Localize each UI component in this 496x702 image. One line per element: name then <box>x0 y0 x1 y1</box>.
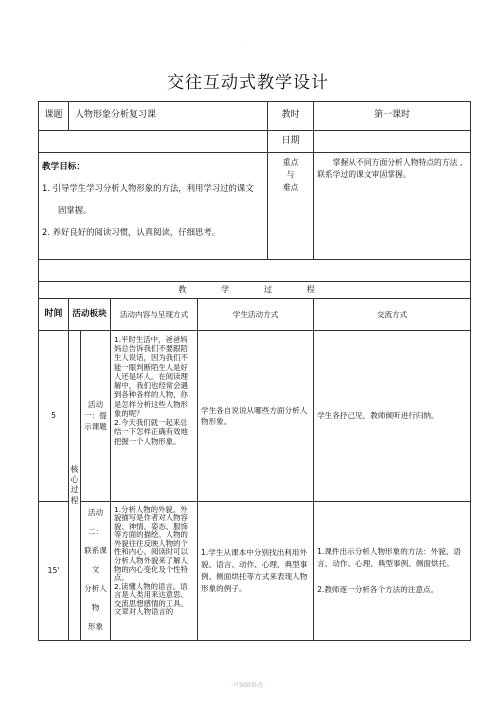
activity-row-1 <box>39 330 471 501</box>
row1-exchange: 学生各抒己见，教师倾听进行归纳。 <box>314 330 471 501</box>
row2-exchange <box>314 501 471 640</box>
row2-content-2: 2.读懂人物的语言。语言是人类用来达意思、交流思想感情的工具。文章对人物语言的 <box>114 581 188 617</box>
blank-strip <box>39 260 471 282</box>
teaching-goals <box>39 153 268 260</box>
row1-activity: 活动一：提示课题 <box>81 330 111 501</box>
col-time: 时间 <box>39 298 69 330</box>
topic-value: 人物形象分析复习课 <box>69 102 268 131</box>
goal-item-1-cont: 固掌握。 <box>58 205 92 216</box>
topic-blank <box>39 131 268 153</box>
row2-content <box>111 501 198 640</box>
page-title: 交往互动式教学设计 <box>167 73 329 93</box>
row1-content <box>111 330 198 501</box>
row2-activity-a: 活动二： <box>87 508 104 537</box>
column-header-row <box>39 298 471 330</box>
key-points-label <box>268 153 314 260</box>
row2-student: 1.学生从课本中分别找出利用外貌、语言、动作、心理、典型事例、侧面烘托等方式来表现人物形象的例子。 <box>198 501 314 640</box>
lesson-plan-table <box>38 101 471 641</box>
row1-content-2: 2.今天我们就一起来总结一下怎样正确有效地把握一个人物形象。 <box>114 418 188 446</box>
goals-heading: 教学目标： <box>42 162 85 172</box>
activity-row-2 <box>39 501 471 640</box>
date-row <box>39 131 471 153</box>
blank-row <box>39 260 471 282</box>
date-value <box>314 131 471 153</box>
col-content: 活动内容与呈现方式 <box>111 298 198 330</box>
goal-item-2: 2. 养好良好的阅读习惯，认真阅读，仔细思考。 <box>42 227 221 238</box>
row2-time: 15' <box>39 501 69 640</box>
key-points-label-1: 重点 <box>282 158 299 167</box>
key-points-label-3: 难点 <box>282 182 299 192</box>
hours-value: 第一课时 <box>314 102 471 131</box>
key-points-label-2: 与 <box>286 170 295 180</box>
row1-student: 学生各自说说从哪些方面分析人物形象。 <box>198 330 314 501</box>
date-label: 日期 <box>268 131 314 153</box>
key-points-text: 掌握从不同方面分析人物特点的方法 ,联系学过的课文审固掌握。 <box>314 153 471 260</box>
topic-label: 课题 <box>39 102 69 131</box>
page-footer: ·可编辑修改· <box>231 682 265 689</box>
core-process <box>69 330 81 640</box>
row2-activity-c: 分析人物 <box>84 584 107 613</box>
row2-activity <box>81 501 111 640</box>
col-module: 活动板块 <box>69 298 111 330</box>
col-student: 学生活动方式 <box>198 298 314 330</box>
col-exchange: 交流方式 <box>314 298 471 330</box>
row2-activity-b: 联系课文 <box>84 546 107 575</box>
process-title: 教 学 过 程 <box>39 282 471 299</box>
row2-content-1: 1.分析人物的外貌。外貌描写是作者对人物容貌、神情、姿态、服饰等方面的描绘。人物的外貌往往反映人物的个性和内心。阅读时可以分析人物外貌来了解人物的内心变化及个性特点。 <box>114 504 188 583</box>
hours-label: 教时 <box>268 102 314 131</box>
header-dot: · <box>245 38 247 45</box>
topic-row <box>39 102 471 131</box>
process-title-row <box>39 282 471 299</box>
goal-item-1: 1. 引导学生学习分析人物形象的方法，利用学习过的课文 <box>42 183 254 194</box>
goals-row <box>39 153 471 260</box>
row1-time: 5 <box>39 330 69 501</box>
core-process-label: 核心过程 <box>70 464 79 505</box>
row1-content-1: 1.平时生活中，爸爸妈妈总告诉我们不要跟陌生人说话，因为我们不能一眼判断陌生人是好人还是坏人。在阅读理解中，我们也经常会遇到各种各样的人物，你是怎样分析这些人物形象的呢？ <box>114 334 188 418</box>
row2-exchange-1: 1.课件出示分析人物形象的方法：外貌、语言、动作、心理、典型事例、侧面烘托。 <box>317 546 462 568</box>
row2-exchange-2: 2.教师逐一分析各个方法的注意点。 <box>317 584 439 594</box>
row2-activity-d: 形象 <box>87 622 104 632</box>
